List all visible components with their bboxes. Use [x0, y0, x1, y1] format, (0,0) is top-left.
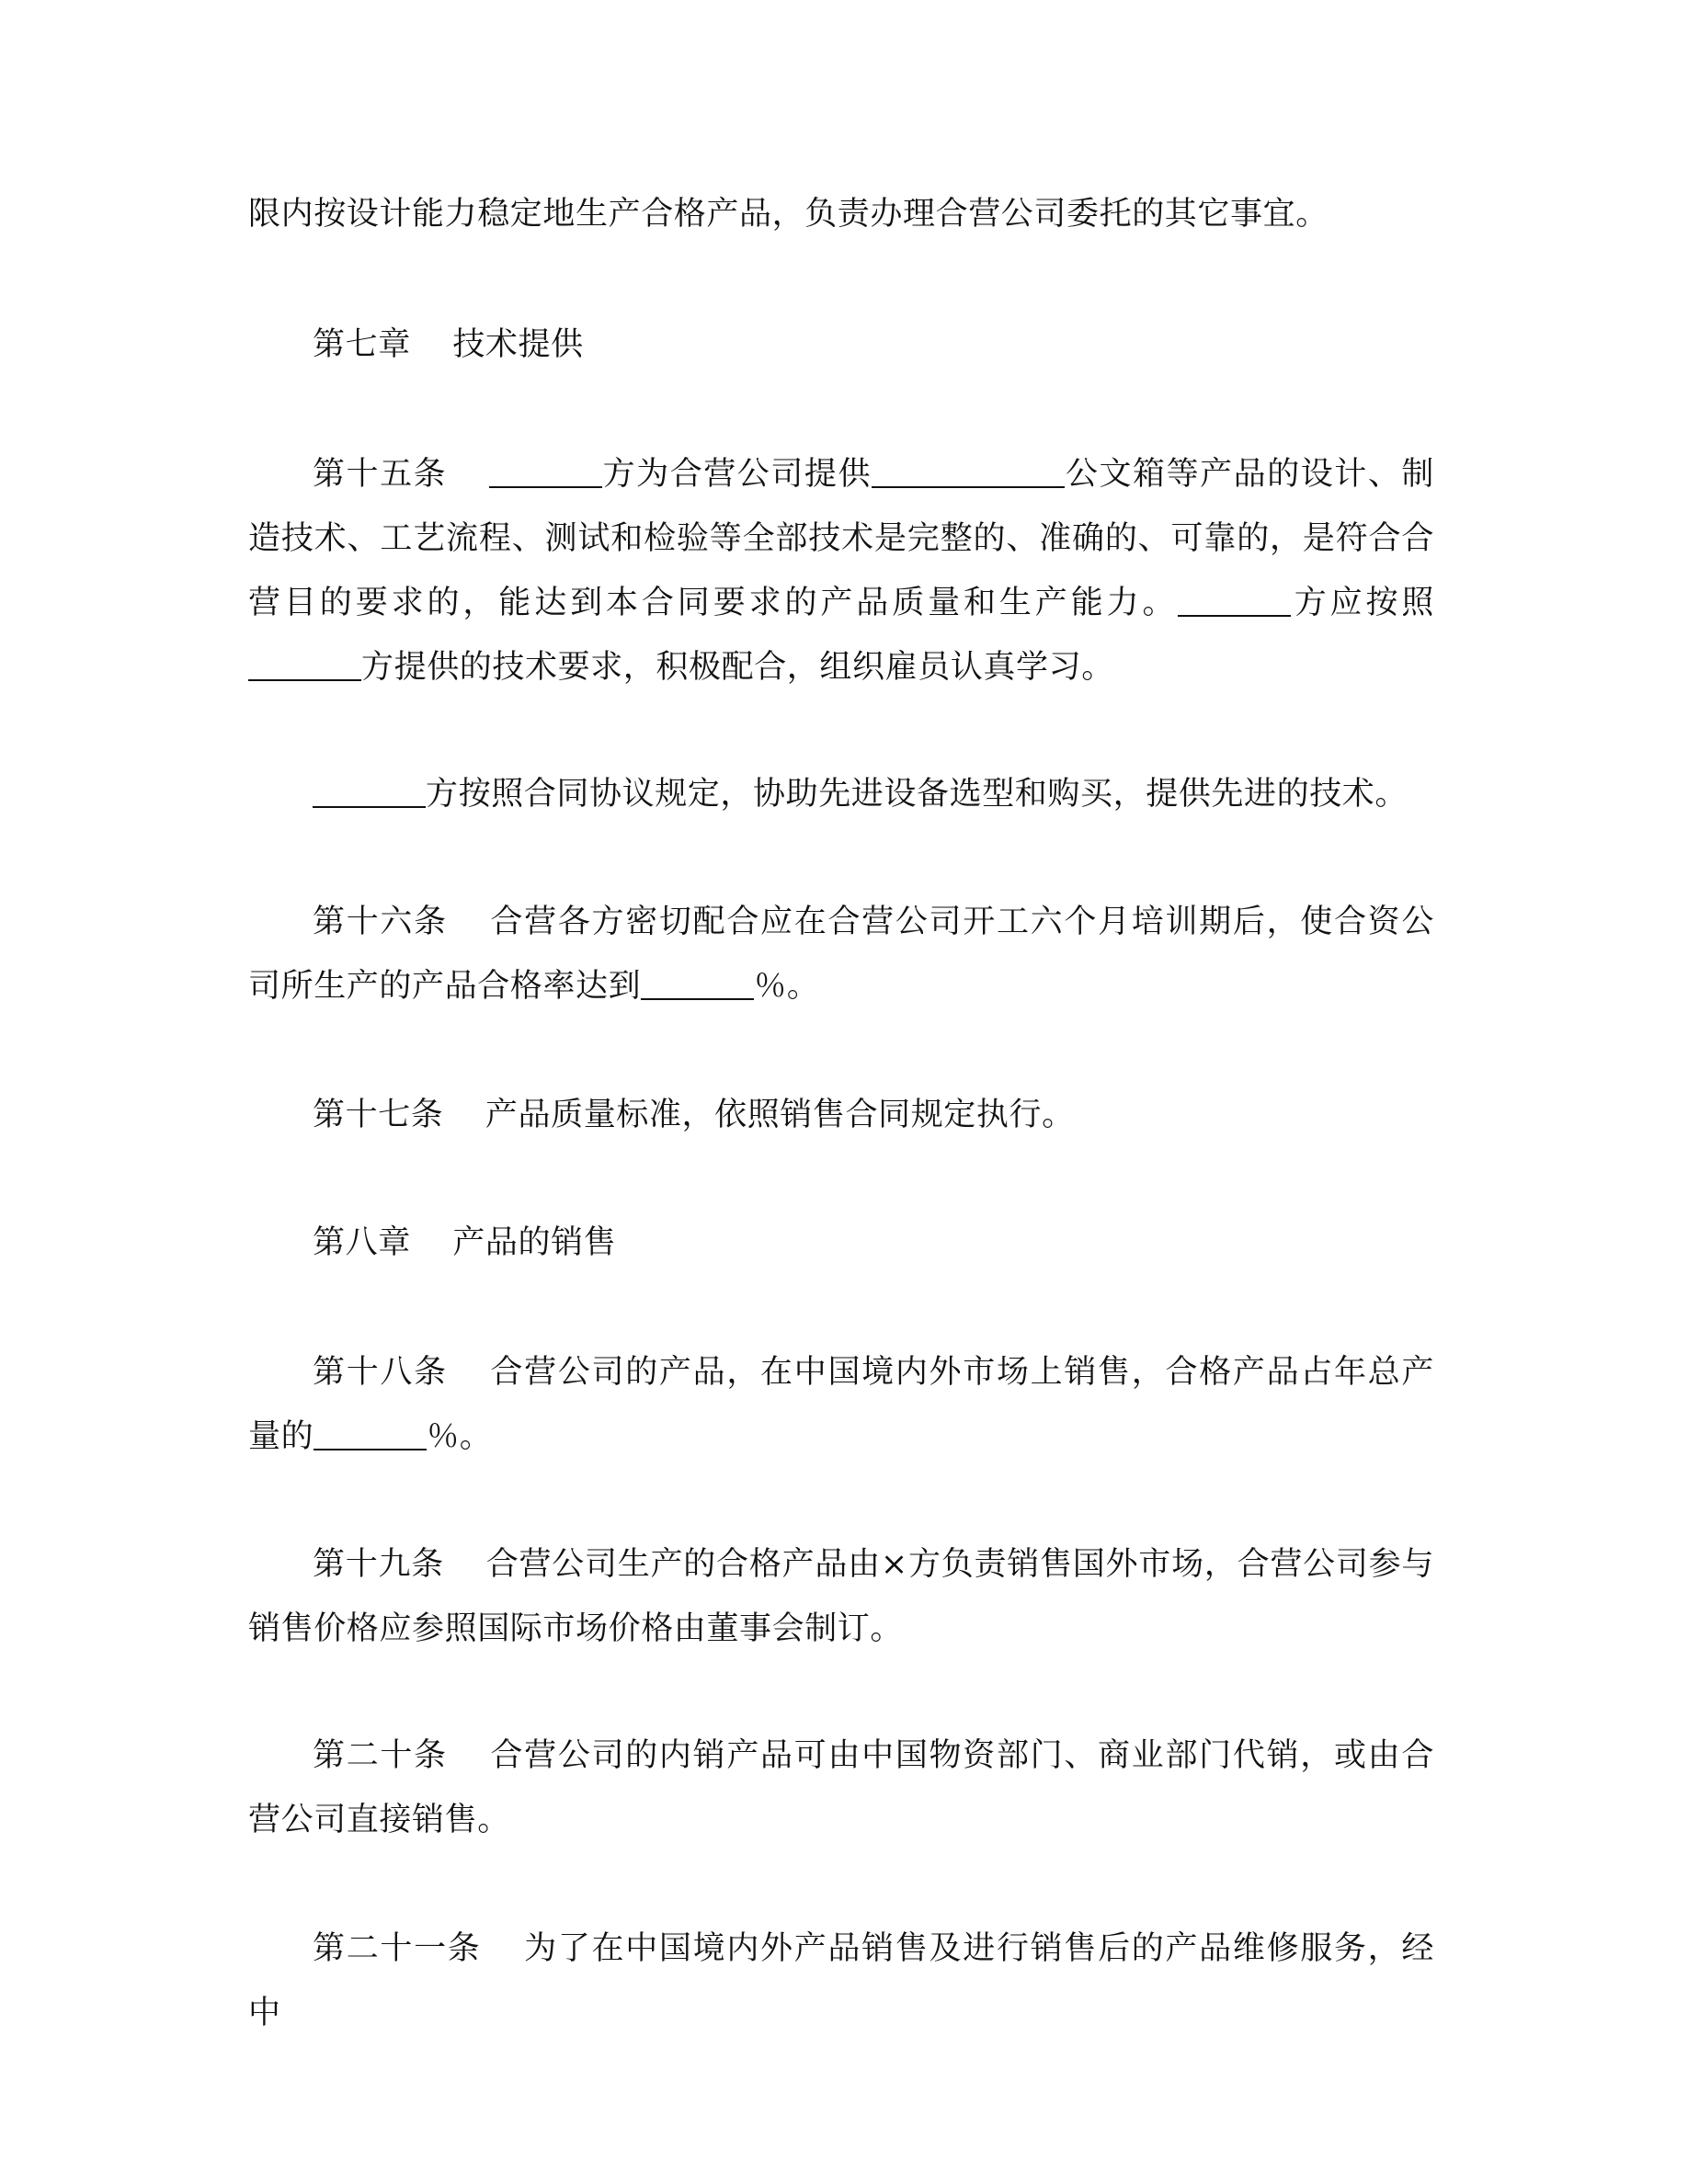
- blank-line: [641, 966, 754, 1000]
- article-18: [248, 1340, 1434, 1469]
- blank-line: [872, 454, 1065, 488]
- article-label: 第十七条: [313, 1097, 444, 1133]
- chapter-heading-7: [248, 313, 1434, 377]
- chapter-label: 第八章: [313, 1224, 411, 1261]
- article-text: 方按照合同协议规定，协助先进设备选型和购买，提供先进的技术。: [426, 776, 1409, 813]
- article-text: 合营公司生产的合格产品由×方负责销售国外市场，合营公司参与销售价格应参照国际市场价格由董事会制订。: [248, 1546, 1435, 1647]
- paragraph-continuation: [248, 182, 1434, 246]
- article-text: 为了在中国境内外产品销售及进行销售后的产品维修服务，经中: [248, 1930, 1434, 2031]
- article-text: ％。: [754, 968, 820, 1005]
- article-19: [248, 1532, 1434, 1661]
- blank-line: [1178, 583, 1291, 617]
- article-label: 第二十条: [313, 1737, 448, 1774]
- article-label: 第十八条: [313, 1354, 448, 1391]
- chapter-title: 产品的销售: [452, 1224, 617, 1261]
- article-text: 方提供的技术要求，积极配合，组织雇员认真学习。: [361, 649, 1114, 686]
- article-15: [248, 442, 1434, 700]
- article-label: 第十五条: [313, 456, 448, 493]
- chapter-heading-8: [248, 1211, 1434, 1275]
- chapter-label: 第七章: [313, 326, 411, 363]
- article-label: 第十九条: [313, 1546, 445, 1583]
- chapter-title: 技术提供: [452, 326, 584, 363]
- paragraph-text: 限内按设计能力稳定地生产合格产品，负责办理合营公司委托的其它事宜。: [248, 196, 1329, 233]
- article-label: 第十六条: [313, 904, 448, 940]
- article-label: 第二十一条: [313, 1930, 482, 1967]
- article-text: 合营公司的产品，在中国境内外市场上销售，合格产品占年总产量的: [248, 1354, 1434, 1455]
- blank-line: [248, 647, 361, 681]
- article-text: 合营各方密切配合应在合营公司开工六个月培训期后，使合资公司所生产的产品合格率达到: [248, 904, 1434, 1005]
- article-15-continued: [248, 762, 1434, 826]
- article-21: [248, 1917, 1434, 2045]
- blank-line: [314, 1416, 427, 1450]
- blank-line: [489, 454, 602, 488]
- article-text: 合营公司的内销产品可由中国物资部门、商业部门代销，或由合营公司直接销售。: [248, 1737, 1434, 1838]
- article-16: [248, 890, 1434, 1018]
- article-text: 方为合营公司提供: [601, 456, 872, 493]
- blank-line: [313, 774, 426, 808]
- article-text: 公文箱等产品的设计、制造技术、工艺流程、测试和检验等全部技术是完整的、准确的、可靠的，是符合合营目的要求的，能达到本合同要求的产品质量和生产能力。: [248, 456, 1434, 621]
- article-text: 产品质量标准，依照销售合同规定执行。: [485, 1097, 1075, 1133]
- article-20: [248, 1723, 1434, 1852]
- article-17: [248, 1083, 1434, 1147]
- article-text: ％。: [427, 1418, 493, 1455]
- article-text: 方应按照: [1291, 585, 1434, 621]
